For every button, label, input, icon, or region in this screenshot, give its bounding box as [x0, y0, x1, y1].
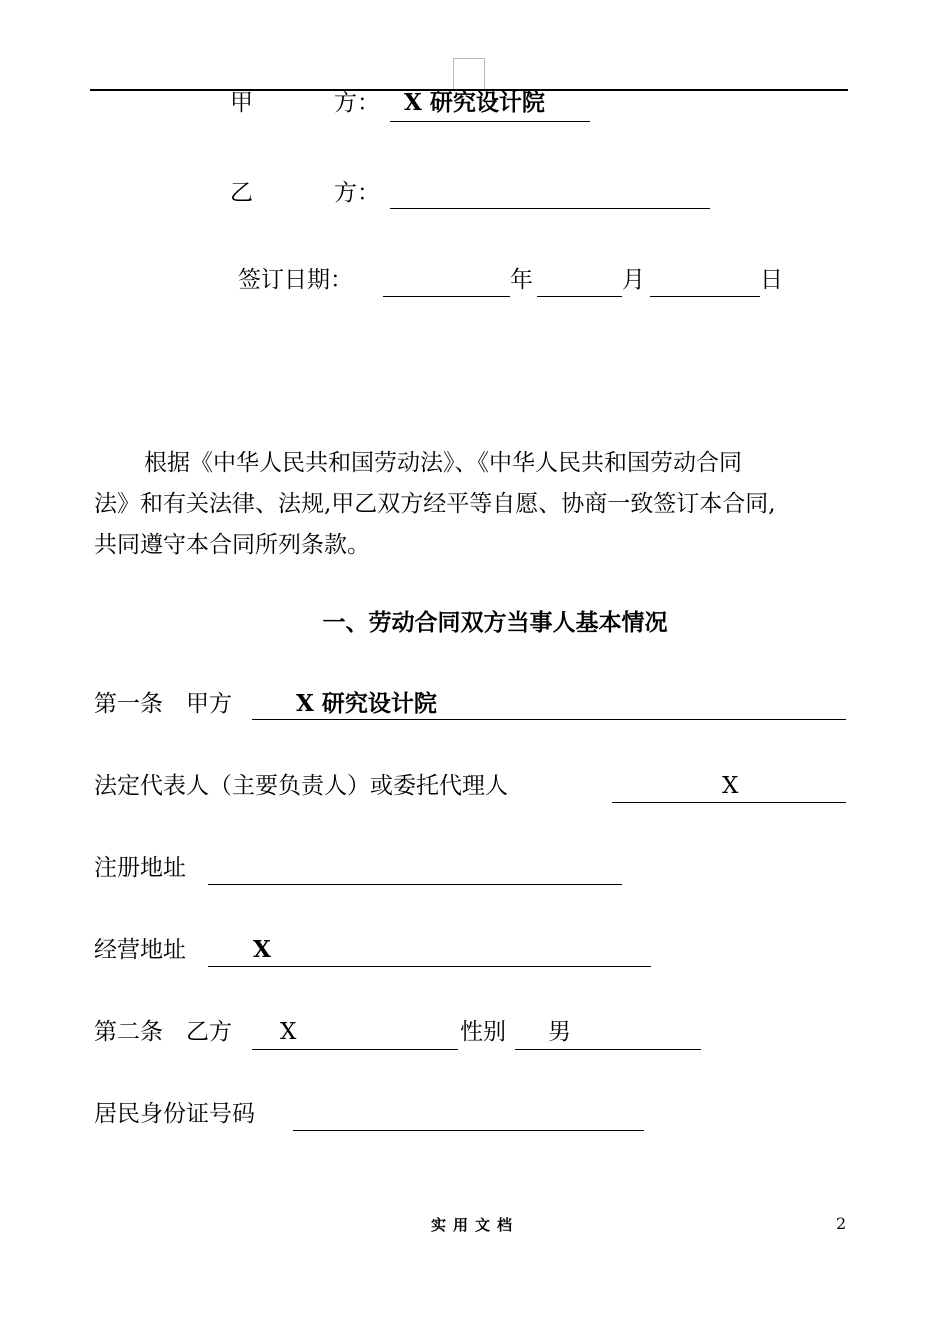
legal-rep-label: 法定代表人（主要负责人）或委托代理人	[94, 773, 508, 799]
crop-corner-mark	[453, 58, 485, 90]
party-a-label-suffix: 方：	[334, 90, 380, 116]
party-b-underline	[390, 208, 710, 209]
intro-line: 共同遵守本合同所列条款。	[94, 532, 370, 558]
gender-label: 性别	[460, 1019, 506, 1045]
legal-rep-value[interactable]: X	[722, 773, 739, 799]
party-a-value[interactable]: X 研究设计院	[404, 89, 545, 116]
party-a-label-char: 甲	[230, 90, 253, 116]
biz-address-underline	[208, 966, 651, 967]
article1-label: 第一条 甲方	[94, 691, 232, 717]
article2-label: 第二条 乙方	[94, 1019, 232, 1045]
day-label: 日	[760, 267, 783, 293]
intro-paragraph	[94, 443, 844, 566]
sign-date-label: 签订日期：	[238, 267, 353, 293]
reg-address-label: 注册地址	[94, 855, 186, 881]
legal-rep-underline	[612, 802, 846, 803]
id-number-underline	[293, 1130, 644, 1131]
biz-address-value[interactable]: X	[253, 936, 271, 963]
article2-underline	[252, 1049, 458, 1050]
article1-value[interactable]: X 研究设计院	[296, 690, 437, 717]
article2-value[interactable]: X	[280, 1019, 297, 1045]
intro-line: 法》和有关法律、法规,甲乙双方经平等自愿、协商一致签订本合同,	[94, 491, 776, 517]
article1-underline	[252, 719, 846, 720]
section-heading: 一、劳动合同双方当事人基本情况	[322, 609, 668, 636]
biz-address-label: 经营地址	[94, 937, 186, 963]
sign-day-field[interactable]	[650, 296, 760, 297]
party-b-label-suffix: 方：	[334, 180, 380, 206]
footer-text: 实用文档	[430, 1216, 519, 1234]
intro-line: 根据《中华人民共和国劳动法》、《中华人民共和国劳动合同	[144, 450, 742, 476]
id-number-label: 居民身份证号码	[94, 1101, 255, 1127]
month-label: 月	[622, 267, 645, 293]
page-number: 2	[836, 1214, 847, 1233]
reg-address-underline	[208, 884, 622, 885]
sign-month-field[interactable]	[537, 296, 622, 297]
gender-value[interactable]: 男	[548, 1019, 571, 1045]
party-b-label-char: 乙	[230, 180, 253, 206]
sign-year-field[interactable]	[383, 296, 510, 297]
party-a-underline	[390, 121, 590, 122]
gender-underline	[515, 1049, 701, 1050]
year-label: 年	[510, 267, 533, 293]
